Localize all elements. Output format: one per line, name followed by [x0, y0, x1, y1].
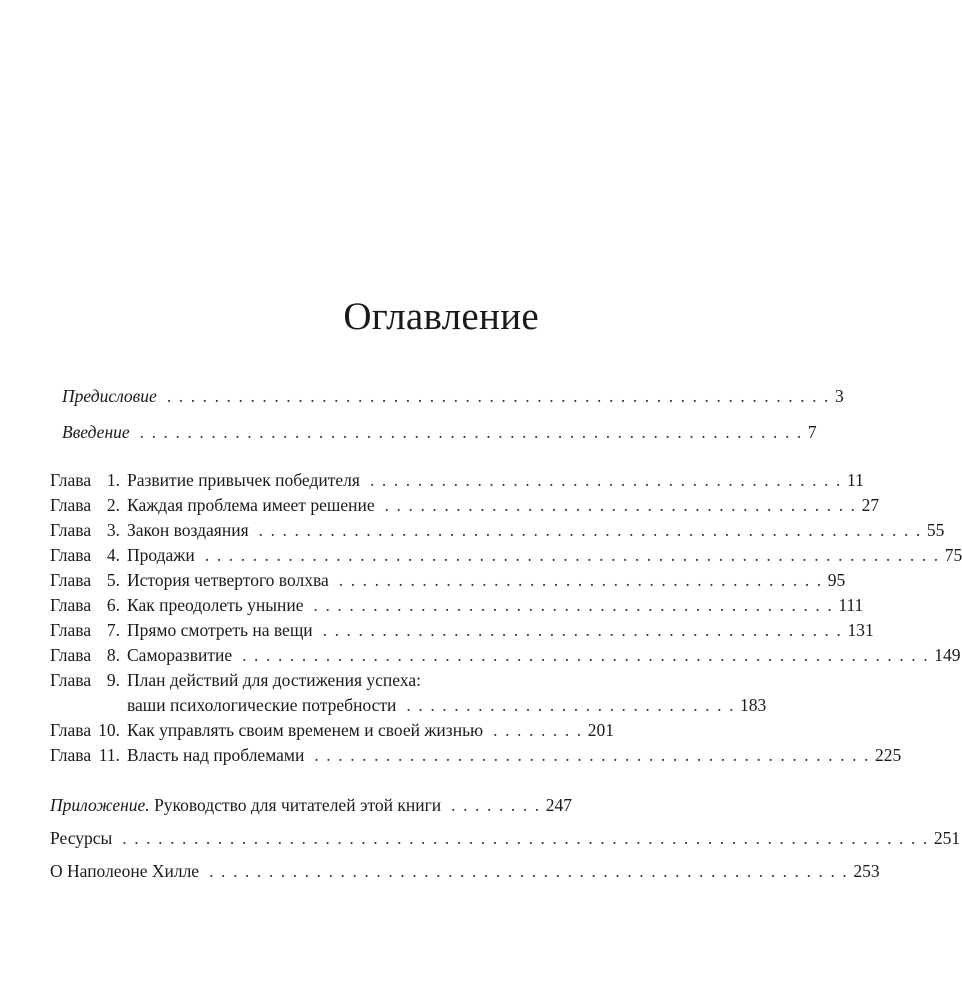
- chapter-word: Глава: [50, 595, 92, 615]
- toc-entry-foreword[interactable]: [62, 386, 844, 410]
- chapter-word: Глава: [50, 545, 92, 565]
- chapter-title: Саморазвитие: [127, 645, 233, 665]
- leader-dots: . . . . . . . . . . . . . . . . . . . . . . . . . . . . . . . . . . . . . . . . .: [338, 570, 823, 590]
- toc-entry-chapter-1[interactable]: [50, 470, 864, 494]
- leader-dots: . . . . . . . . . . . . . . . . . . . . . . . . . . . . . . . . . . . . . . . . . . . . . . . . . . . . . . . . . .: [242, 645, 930, 665]
- toc-entry-chapter-9[interactable]: [50, 670, 539, 694]
- chapter-number: 4.: [106, 545, 120, 565]
- chapter-title: Продажи: [127, 545, 195, 565]
- toc-entry-label: Ресурсы: [50, 828, 113, 848]
- leader-dots: . . . . . . . . . . . . . . . . . . . . . . . . . . . . . . . . . . . . . . . . . . . . . . . . . . . . . . . .: [139, 422, 803, 442]
- toc-entry-page: 253: [853, 861, 880, 881]
- toc-entry-page: 75: [944, 545, 962, 565]
- leader-dots: . . . . . . . . . . . . . . . . . . . . . . . . . . . .: [406, 695, 736, 715]
- chapter-word: Глава: [50, 670, 92, 690]
- chapter-title: Прямо смотреть на вещи: [127, 620, 313, 640]
- chapter-word: Глава: [50, 495, 92, 515]
- toc-entry-page: 149: [934, 645, 961, 665]
- chapter-word: Глава: [50, 520, 92, 540]
- toc-entry-page: 27: [861, 495, 880, 515]
- chapter-title: Власть над проблемами: [127, 745, 305, 765]
- leader-dots: . . . . . . . . . . . . . . . . . . . . . . . . . . . . . . . . . . . . . . . .: [369, 470, 842, 490]
- toc-entry-chapter-2[interactable]: [50, 495, 880, 519]
- chapter-title: Как управлять своим временем и своей жизнью: [127, 720, 484, 740]
- leader-dots: . . . . . . . . . . . . . . . . . . . . . . . . . . . . . . . . . . . . . . . . . . . . . . . . . . . . . . . . . . . . . .: [204, 545, 940, 565]
- toc-entry-chapter-5[interactable]: [50, 570, 846, 594]
- chapter-title: Как преодолеть уныние: [127, 595, 304, 615]
- chapter-number: 10.: [98, 720, 120, 740]
- leader-dots: . . . . . . . . . . . . . . . . . . . . . . . . . . . . . . . . . . . . . . . . . . . . . . . . . . . . . . . . . . . . . . . . . . . .: [122, 828, 929, 848]
- leader-dots: . . . . . . . . . . . . . . . . . . . . . . . . . . . . . . . . . . . . . . . . . . . . . . . . . . . . . .: [209, 861, 849, 881]
- toc-entry-page: 55: [926, 520, 945, 540]
- toc-entry-chapter-6[interactable]: [50, 595, 864, 619]
- leader-dots: . . . . . . . . . . . . . . . . . . . . . . . . . . . . . . . . . . . . . . . . . . . .: [322, 620, 843, 640]
- toc-entry-chapter-10[interactable]: [50, 720, 615, 744]
- chapter-number: 9.: [106, 670, 120, 690]
- leader-dots: . . . . . . . .: [451, 795, 541, 815]
- chapter-number: 1.: [106, 470, 120, 490]
- chapter-number: 8.: [106, 645, 120, 665]
- toc-entry-page: 251: [933, 828, 961, 848]
- chapter-number: 6.: [106, 595, 120, 615]
- chapter-number: 11.: [98, 745, 120, 765]
- leader-dots: . . . . . . . .: [493, 720, 583, 740]
- leader-dots: . . . . . . . . . . . . . . . . . . . . . . . . . . . . . . . . . . . . . . . . . . . . . . .: [314, 745, 871, 765]
- toc-entry-page: 131: [847, 620, 874, 640]
- toc-entry-chapter-4[interactable]: [50, 545, 962, 569]
- appendix-label-italic: Приложение.: [50, 795, 150, 815]
- chapter-number: 5.: [106, 570, 120, 590]
- chapter-word: Глава: [50, 470, 92, 490]
- toc-entry-chapter-3[interactable]: [50, 520, 945, 544]
- leader-dots: . . . . . . . . . . . . . . . . . . . . . . . . . . . . . . . . . . . . . . . .: [384, 495, 857, 515]
- chapter-number: 2.: [106, 495, 120, 515]
- toc-entry-introduction[interactable]: [62, 422, 817, 446]
- toc-entry-page: 183: [740, 695, 767, 715]
- chapter-title-continuation: ваши психологические потребности: [127, 695, 397, 715]
- toc-entry-chapter-11[interactable]: [50, 745, 902, 769]
- toc-entry-resources[interactable]: [50, 828, 961, 852]
- toc-entry-page: 225: [875, 745, 902, 765]
- chapter-title: Закон воздаяния: [127, 520, 249, 540]
- chapter-title: История четвертого волхва: [127, 570, 329, 590]
- toc-entry-page: 7: [807, 422, 817, 442]
- toc-entry-chapter-7[interactable]: [50, 620, 874, 644]
- toc-entry-label: Предисловие: [62, 386, 157, 406]
- chapter-word: Глава: [50, 645, 92, 665]
- chapter-number: 7.: [106, 620, 120, 640]
- chapter-word: Глава: [50, 720, 92, 740]
- toc-entry-chapter-8[interactable]: [50, 645, 961, 669]
- toc-entry-page: 247: [545, 795, 573, 815]
- toc-entry-label: О Наполеоне Хилле: [50, 861, 200, 881]
- chapter-number: 3.: [106, 520, 120, 540]
- toc-entry-page: 111: [838, 595, 864, 615]
- appendix-label: Руководство для читателей этой книги: [149, 795, 442, 815]
- toc-entry-page: 11: [846, 470, 864, 490]
- chapter-title: Развитие привычек победителя: [127, 470, 360, 490]
- chapter-title: План действий для достижения успеха:: [127, 670, 421, 690]
- toc-entry-about-author[interactable]: [50, 861, 880, 885]
- chapter-word: Глава: [50, 570, 92, 590]
- page-title: Оглавление: [343, 295, 539, 338]
- leader-dots: . . . . . . . . . . . . . . . . . . . . . . . . . . . . . . . . . . . . . . . . . . . .: [313, 595, 834, 615]
- toc-entry-appendix[interactable]: [50, 795, 573, 819]
- leader-dots: . . . . . . . . . . . . . . . . . . . . . . . . . . . . . . . . . . . . . . . . . . . . . . . . . . . . . . . .: [258, 520, 922, 540]
- chapter-title: Каждая проблема имеет решение: [127, 495, 375, 515]
- leader-dots: . . . . . . . . . . . . . . . . . . . . . . . . . . . . . . . . . . . . . . . . . . . . . . . . . . . . . . . .: [166, 386, 831, 406]
- toc-entry-page: 3: [835, 386, 844, 406]
- chapter-word: Глава: [50, 745, 92, 765]
- toc-entry-chapter-9-cont[interactable]: [127, 695, 767, 719]
- chapter-word: Глава: [50, 620, 92, 640]
- toc-entry-page: 201: [587, 720, 615, 740]
- toc-entry-label: Введение: [62, 422, 130, 442]
- toc-entry-page: 95: [827, 570, 846, 590]
